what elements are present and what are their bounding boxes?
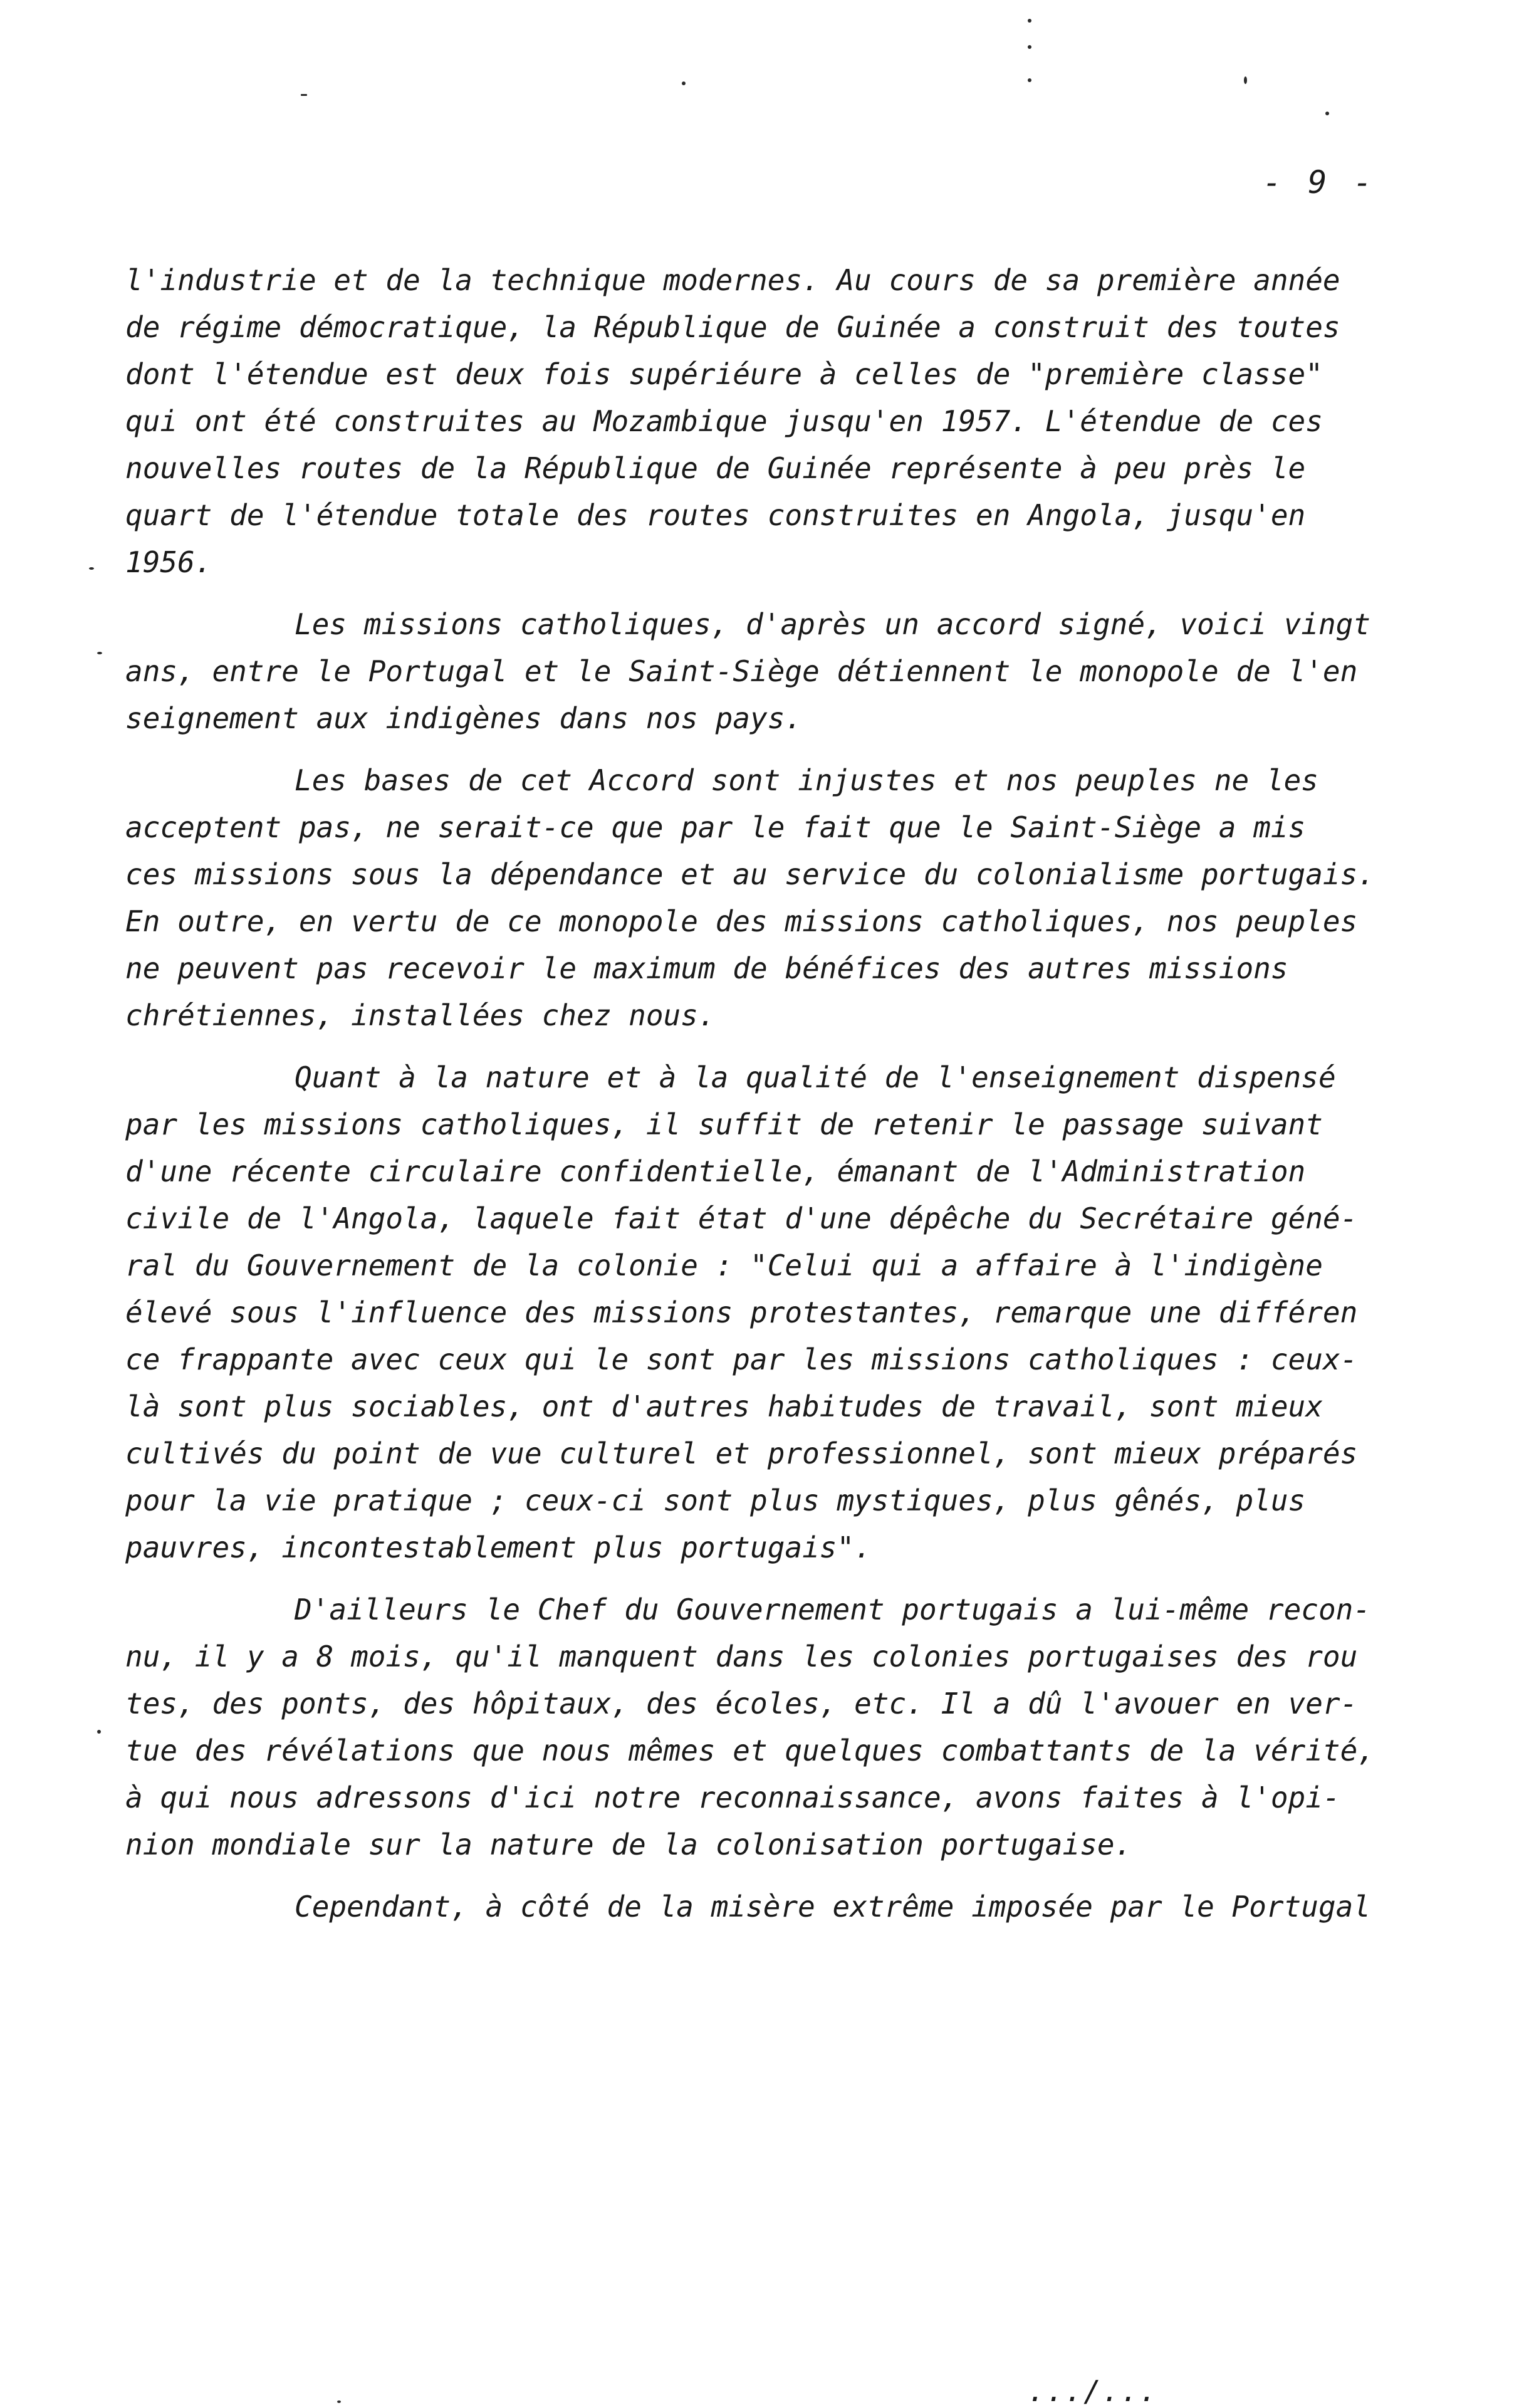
ink-speck bbox=[301, 94, 307, 96]
ink-speck bbox=[1028, 19, 1031, 23]
ink-speck bbox=[97, 652, 102, 654]
continuation-marker: .../... bbox=[1028, 2374, 1158, 2408]
text-line: Les bases de cet Accord sont injustes et nos peuples ne les bbox=[295, 763, 1318, 797]
text-line: qui ont été construites au Mozambique jusqu'en 1957. L'étendue de ces bbox=[125, 404, 1323, 438]
text-line: nouvelles routes de la République de Guinée représente à peu près le bbox=[125, 451, 1306, 485]
body-text bbox=[125, 257, 1460, 1945]
text-line: acceptent pas, ne serait-ce que par le fait que le Saint-Siège a mis bbox=[125, 810, 1306, 844]
text-line: d'une récente circulaire confidentielle, émanant de l'Administration bbox=[125, 1154, 1306, 1188]
text-line: ces missions sous la dépendance et au service du colonialisme portugais. bbox=[125, 857, 1375, 891]
text-line: élevé sous l'influence des missions protestantes, remarque une différen bbox=[125, 1296, 1358, 1329]
ink-speck bbox=[337, 2400, 341, 2403]
ink-speck bbox=[89, 567, 94, 570]
paragraph-education bbox=[125, 1054, 1460, 1571]
text-line: 1956. bbox=[125, 545, 212, 579]
text-line: pour la vie pratique ; ceux-ci sont plus mystiques, plus gênés, plus bbox=[125, 1484, 1306, 1517]
paragraph-industry bbox=[125, 257, 1460, 586]
text-line: cultivés du point de vue culturel et professionnel, sont mieux préparés bbox=[125, 1437, 1358, 1470]
text-line: de régime démocratique, la République de Guinée a construit des toutes bbox=[125, 310, 1340, 344]
text-line: par les missions catholiques, il suffit de retenir le passage suivant bbox=[125, 1107, 1323, 1141]
ink-speck bbox=[1028, 78, 1031, 82]
text-line: Cependant, à côté de la misère extrême imposée par le Portugal bbox=[295, 1890, 1371, 1924]
text-line: ans, entre le Portugal et le Saint-Siège détiennent le monopole de l'en bbox=[125, 654, 1358, 688]
text-line: seignement aux indigènes dans nos pays. bbox=[125, 701, 803, 735]
ink-speck bbox=[1325, 112, 1329, 115]
ink-speck bbox=[1028, 45, 1031, 49]
text-line: D'ailleurs le Chef du Gouvernement portugais a lui-même recon- bbox=[295, 1593, 1371, 1626]
text-line: ce frappante avec ceux qui le sont par les missions catholiques : ceux- bbox=[125, 1343, 1358, 1376]
text-line: En outre, en vertu de ce monopole des missions catholiques, nos peuples bbox=[125, 904, 1358, 938]
text-line: ral du Gouvernement de la colonie : "Celui qui a affaire à l'indigène bbox=[125, 1248, 1323, 1282]
text-line: chrétiennes, installées chez nous. bbox=[125, 998, 716, 1032]
text-line: là sont plus sociables, ont d'autres habitudes de travail, sont mieux bbox=[125, 1390, 1323, 1423]
text-line: nion mondiale sur la nature de la colonisation portugaise. bbox=[125, 1828, 1132, 1861]
ink-speck bbox=[97, 1730, 101, 1734]
paragraph-cependant bbox=[125, 1883, 1460, 1930]
paragraph-government bbox=[125, 1586, 1460, 1868]
text-line: civile de l'Angola, laquele fait état d'une dépêche du Secrétaire géné- bbox=[125, 1201, 1358, 1235]
text-line: à qui nous adressons d'ici notre reconnaissance, avons faites à l'opi- bbox=[125, 1781, 1340, 1814]
ink-speck bbox=[1244, 76, 1247, 84]
text-line: dont l'étendue est deux fois supériéure à celles de "première classe" bbox=[125, 357, 1323, 391]
text-line: quart de l'étendue totale des routes construites en Angola, jusqu'en bbox=[125, 498, 1306, 532]
text-line: tue des révélations que nous mêmes et quelques combattants de la vérité, bbox=[125, 1734, 1375, 1767]
text-line: ne peuvent pas recevoir le maximum de bénéfices des autres missions bbox=[125, 951, 1288, 985]
paragraph-accord bbox=[125, 757, 1460, 1039]
page-number: - 9 - bbox=[1263, 164, 1376, 201]
text-line: Les missions catholiques, d'après un accord signé, voici vingt bbox=[295, 607, 1371, 641]
text-line: pauvres, incontestablement plus portugais". bbox=[125, 1531, 872, 1564]
paragraph-missions bbox=[125, 601, 1460, 742]
text-line: l'industrie et de la technique modernes. Au cours de sa première année bbox=[125, 263, 1340, 297]
text-line: Quant à la nature et à la qualité de l'enseignement dispensé bbox=[295, 1060, 1336, 1094]
text-line: nu, il y a 8 mois, qu'il manquent dans les colonies portugaises des rou bbox=[125, 1640, 1358, 1673]
ink-speck bbox=[682, 81, 686, 85]
text-line: tes, des ponts, des hôpitaux, des écoles, etc. Il a dû l'avouer en ver- bbox=[125, 1687, 1358, 1720]
